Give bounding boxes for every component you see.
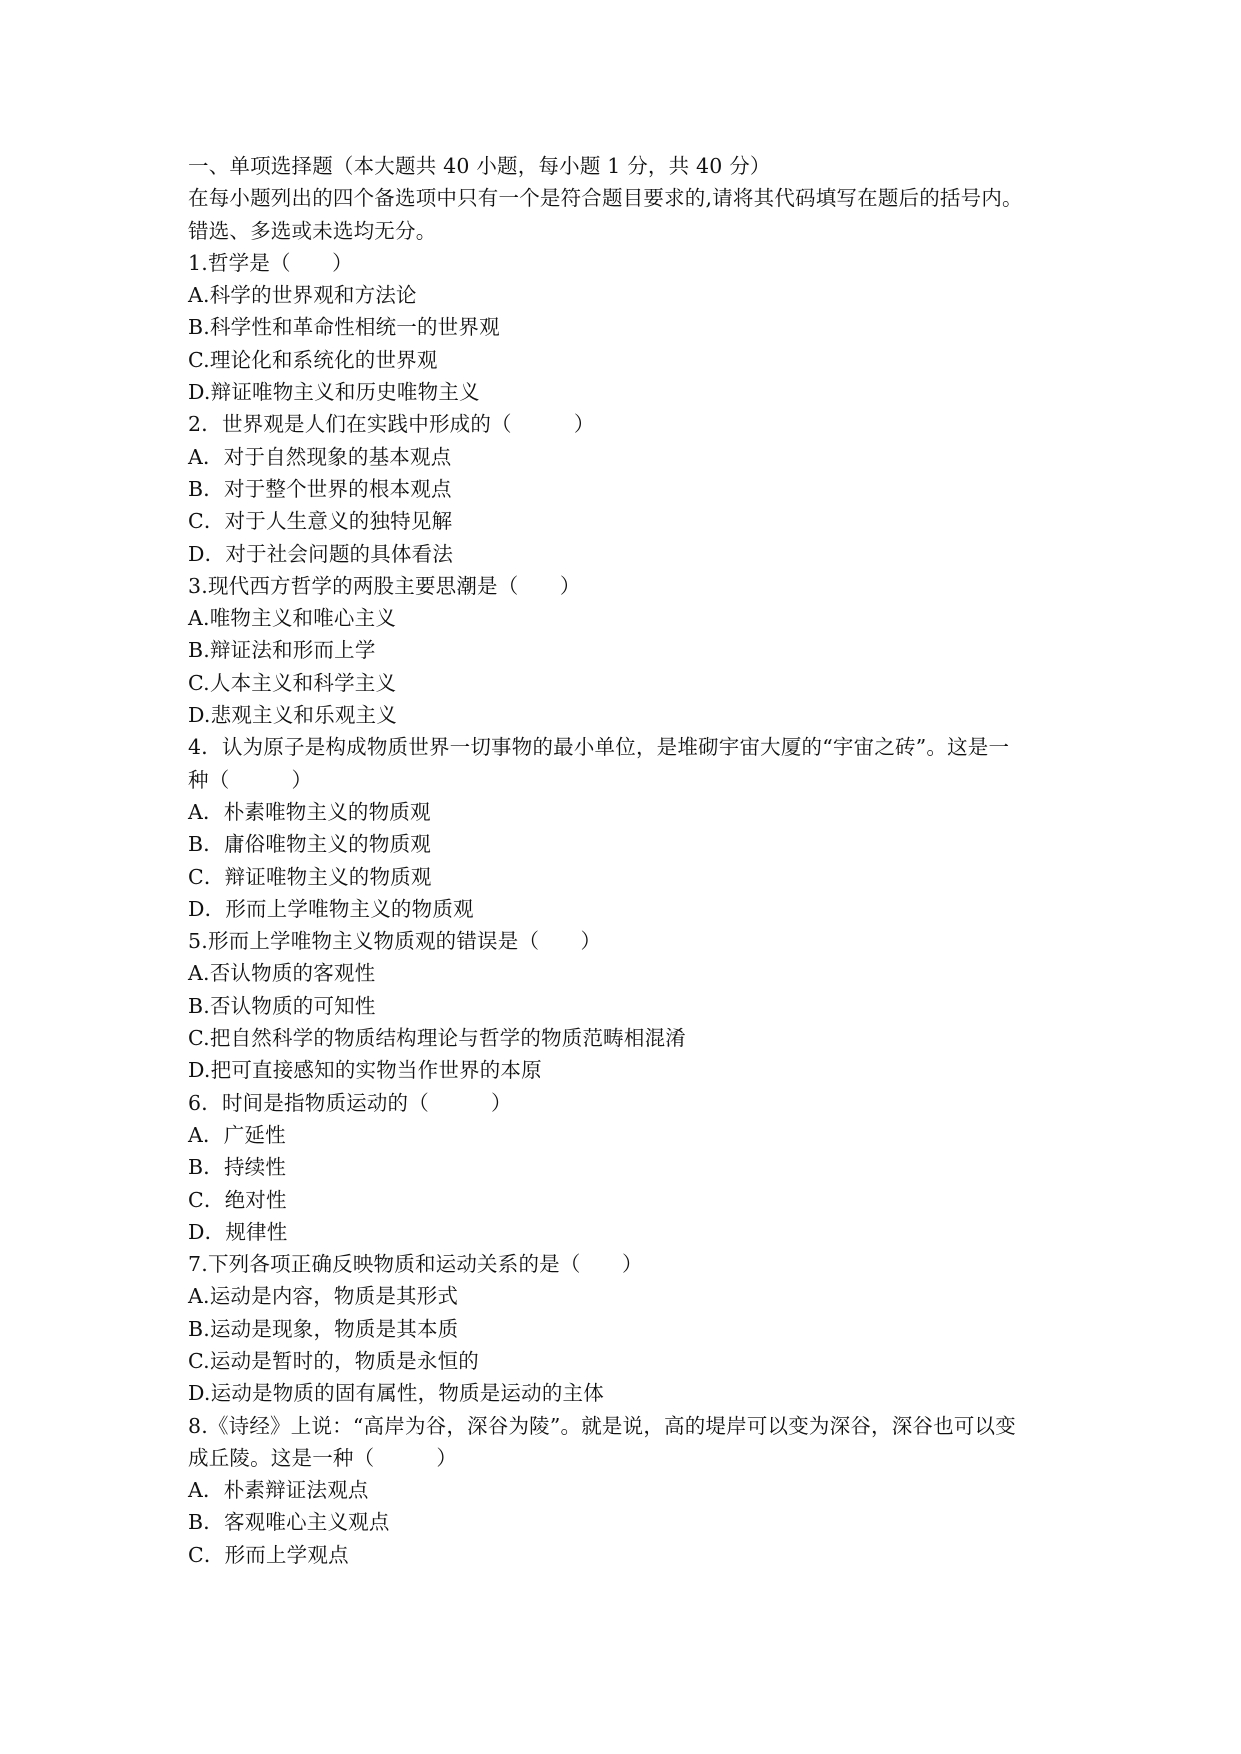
option-a: A.运动是内容，物质是其形式 xyxy=(188,1284,459,1309)
instruction-line: 在每小题列出的四个备选项中只有一个是符合题目要求的,请将其代码填写在题后的括号内。 xyxy=(188,186,1023,211)
option-c: C．绝对性 xyxy=(188,1187,287,1212)
question-5 xyxy=(188,925,1068,1086)
question-stem: 5.形而上学唯物主义物质观的错误是（ ） xyxy=(188,929,602,954)
option-b: B．持续性 xyxy=(188,1155,287,1180)
question-stem: 6．时间是指物质运动的（ ） xyxy=(188,1090,512,1115)
option-a: A．朴素唯物主义的物质观 xyxy=(188,799,431,824)
option-c: C．形而上学观点 xyxy=(188,1542,349,1567)
option-d: D.把可直接感知的实物当作世界的本原 xyxy=(188,1058,542,1083)
option-b: B．庸俗唯物主义的物质观 xyxy=(188,832,431,857)
question-4 xyxy=(188,731,1068,925)
option-a: A．对于自然现象的基本观点 xyxy=(188,444,452,469)
option-b: B.运动是现象，物质是其本质 xyxy=(188,1316,459,1341)
document-body xyxy=(188,150,1068,1571)
question-2 xyxy=(188,408,1068,569)
option-c: C．对于人生意义的独特见解 xyxy=(188,509,453,534)
question-stem: 3.现代西方哲学的两股主要思潮是（ ） xyxy=(188,573,581,598)
question-3 xyxy=(188,570,1068,731)
question-stem: 2．世界观是人们在实践中形成的（ ） xyxy=(188,412,595,437)
question-stem-continued: 成丘陵。这是一种（ ） xyxy=(188,1445,458,1470)
option-a: A.否认物质的客观性 xyxy=(188,961,376,986)
option-b: B.科学性和革命性相统一的世界观 xyxy=(188,315,500,340)
option-d: D.辩证唯物主义和历史唯物主义 xyxy=(188,380,480,405)
option-a: A．朴素辩证法观点 xyxy=(188,1478,369,1503)
option-a: A．广延性 xyxy=(188,1122,286,1147)
question-stem: 8.《诗经》上说：“高岸为谷，深谷为陵”。就是说，高的堤岸可以变为深谷，深谷也可以变 xyxy=(188,1413,1016,1438)
question-8 xyxy=(188,1410,1068,1571)
question-stem: 1.哲学是（ ） xyxy=(188,250,353,275)
option-c: C．辩证唯物主义的物质观 xyxy=(188,864,432,889)
question-stem-continued: 种（ ） xyxy=(188,767,313,792)
question-6 xyxy=(188,1087,1068,1248)
section-header: 一、单项选择题（本大题共 40 小题，每小题 1 分，共 40 分） xyxy=(188,154,771,178)
option-a: A.科学的世界观和方法论 xyxy=(188,283,417,308)
option-b: B.辩证法和形而上学 xyxy=(188,638,376,663)
option-d: D.运动是物质的固有属性，物质是运动的主体 xyxy=(188,1381,604,1406)
question-stem: 4．认为原子是构成物质世界一切事物的最小单位，是堆砌宇宙大厦的“宇宙之砖”。这是一 xyxy=(188,735,1010,760)
option-c: C.人本主义和科学主义 xyxy=(188,670,397,695)
option-b: B.否认物质的可知性 xyxy=(188,993,376,1018)
option-d: D．规律性 xyxy=(188,1219,288,1244)
question-stem: 7.下列各项正确反映物质和运动关系的是（ ） xyxy=(188,1252,643,1277)
question-1 xyxy=(188,247,1068,408)
option-d: D.悲观主义和乐观主义 xyxy=(188,703,397,728)
option-b: B．对于整个世界的根本观点 xyxy=(188,476,452,501)
option-d: D．对于社会问题的具体看法 xyxy=(188,541,454,566)
instruction-line: 错选、多选或未选均无分。 xyxy=(188,218,437,243)
option-c: C.理论化和系统化的世界观 xyxy=(188,347,438,372)
option-c: C.把自然科学的物质结构理论与哲学的物质范畴相混淆 xyxy=(188,1026,686,1051)
option-a: A.唯物主义和唯心主义 xyxy=(188,606,397,631)
question-7 xyxy=(188,1248,1068,1409)
option-d: D．形而上学唯物主义的物质观 xyxy=(188,896,474,921)
option-c: C.运动是暂时的，物质是永恒的 xyxy=(188,1348,479,1373)
option-b: B．客观唯心主义观点 xyxy=(188,1510,390,1535)
